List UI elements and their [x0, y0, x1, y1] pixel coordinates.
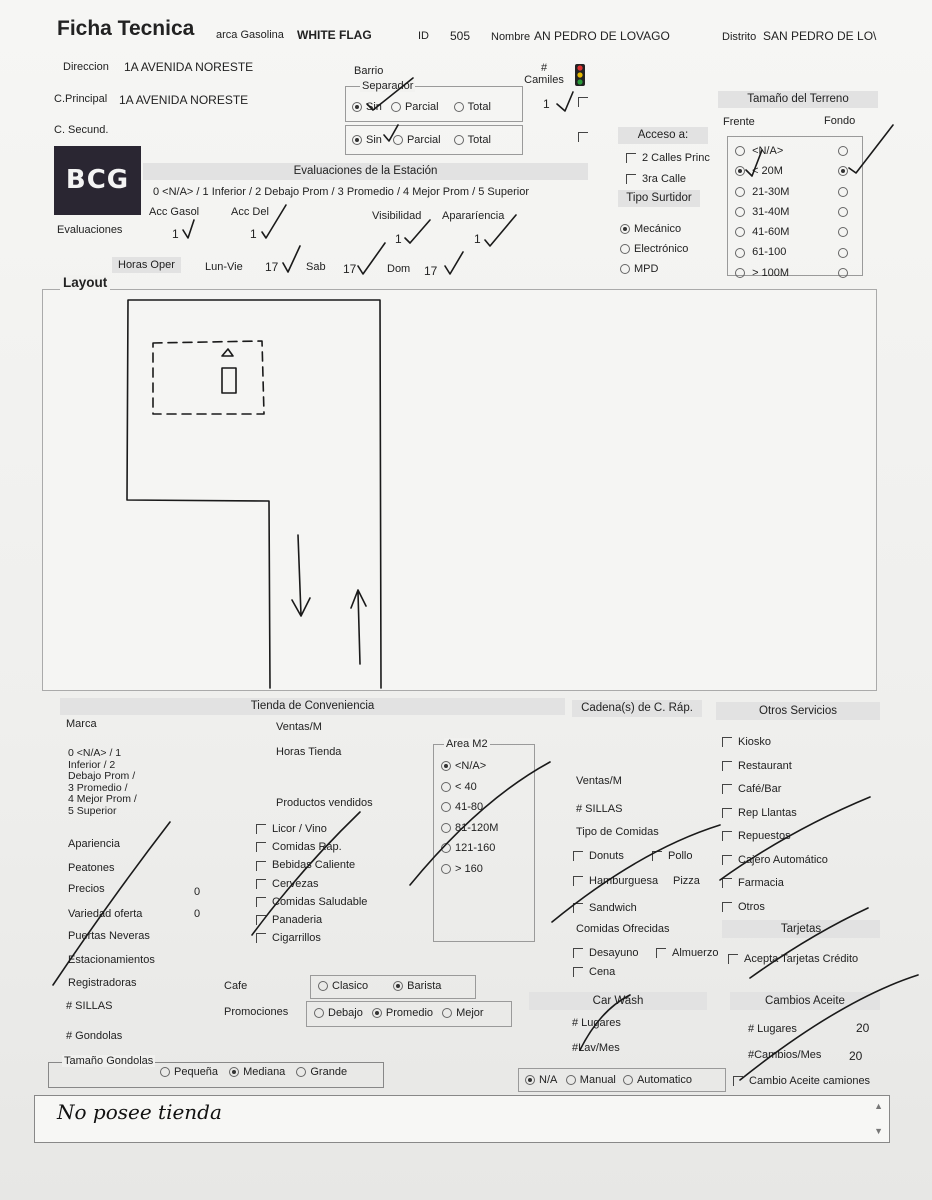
evaluaciones-scale: 0 <N/A> / 1 Inferior / 2 Debajo Prom / 3 Promedio / 4 Mejor Prom / 5 Superior: [153, 186, 529, 198]
sandwich-check[interactable]: Sandwich: [573, 902, 637, 914]
radio-parcial-2[interactable]: [393, 135, 403, 145]
donuts-check[interactable]: Donuts: [573, 850, 624, 862]
principal-value[interactable]: 1A AVENIDA NORESTE: [119, 93, 249, 107]
cafe-label: Cafe: [224, 980, 248, 992]
tienda-scale: 0 <N/A> / 1 Inferior / 2 Debajo Prom / 3 Promedio / 4 Mejor Prom / 5 Superior: [68, 747, 137, 817]
tipo-comidas-label: Tipo de Comidas: [576, 826, 659, 838]
camiones-check-1[interactable]: [578, 97, 588, 107]
separador-row2[interactable]: Sin Parcial Total: [352, 134, 491, 146]
aceite-header: Cambios Aceite: [730, 992, 880, 1010]
tipo-surtidor-header: Tipo Surtidor: [618, 190, 700, 207]
peatones-row: Peatones: [68, 862, 115, 874]
camiones-value[interactable]: 1: [543, 97, 550, 111]
cadena-ventas-label: Ventas/M: [576, 775, 622, 787]
almuerzo-check[interactable]: Almuerzo: [656, 947, 718, 959]
variedad-row: Variedad oferta: [68, 908, 143, 920]
visibilidad-value[interactable]: 1: [395, 232, 402, 246]
carwash-lav-label: #Lav/Mes: [572, 1042, 620, 1054]
check-camiones: [557, 92, 573, 111]
frente-label: Frente: [723, 116, 755, 128]
tarjetas-header: Tarjetas: [722, 920, 880, 938]
aceite-cambios-value[interactable]: 20: [849, 1049, 863, 1063]
lun-vie-label: Lun-Vie: [205, 261, 243, 273]
separador-row1[interactable]: Sin Parcial Total: [352, 101, 491, 113]
direccion-value[interactable]: 1A AVENIDA NORESTE: [124, 60, 254, 74]
id-value[interactable]: 505: [450, 29, 471, 43]
precios-value[interactable]: 0: [194, 886, 201, 898]
sillas-row: # SILLAS: [66, 1000, 113, 1012]
apariencia-value[interactable]: 1: [474, 232, 481, 246]
scroll-up-icon[interactable]: ▲: [874, 1101, 883, 1111]
direccion-label: Direccion: [63, 61, 109, 73]
cadena-sillas-label: # SILLAS: [576, 803, 623, 815]
traffic-light-icon: [573, 64, 587, 86]
id-label: ID: [418, 30, 429, 42]
gondolas-row: # Gondolas: [66, 1030, 123, 1042]
principal-label: C.Principal: [54, 93, 108, 105]
check-visibilidad: [405, 220, 430, 243]
acc-del-label: Acc Del: [231, 206, 269, 218]
radio-sin-1[interactable]: [352, 102, 362, 112]
precios-row: Precios: [68, 883, 105, 895]
area-options[interactable]: <N/A> < 40 41-80 81-120M 121-160 > 160: [441, 756, 498, 879]
pollo-check[interactable]: Pollo: [652, 850, 692, 862]
aceite-camiones-check[interactable]: Cambio Aceite camiones: [733, 1075, 870, 1087]
gondolas-size-label: Tamaño Gondolas: [64, 1055, 154, 1067]
sab-label: Sab: [306, 261, 326, 273]
check-acc-gasol: [183, 220, 194, 238]
evaluaciones-header: Evaluaciones de la Estación: [143, 163, 588, 180]
terreno-header: Tamaño del Terreno: [718, 91, 878, 108]
pizza-check[interactable]: Pizza: [673, 875, 700, 887]
check-lunvie: [283, 246, 300, 272]
fondo-label: Fondo: [824, 115, 856, 127]
apariencia-label: Apararíencia: [442, 210, 505, 222]
layout-canvas[interactable]: [42, 289, 877, 691]
layout-label: Layout: [60, 275, 110, 290]
surtidor-mecanico[interactable]: Mecánico: [620, 223, 681, 235]
acepta-tarjetas-check[interactable]: Acepta Tarjetas Crédito: [728, 953, 858, 965]
cena-check[interactable]: Cena: [573, 966, 615, 978]
form-title: Ficha Tecnica: [57, 17, 195, 40]
aceite-cambios-label: #Cambios/Mes: [748, 1049, 822, 1061]
surtidor-mpd[interactable]: MPD: [620, 263, 658, 275]
promociones-label: Promociones: [224, 1006, 289, 1018]
camiones-label: # Camiles: [524, 62, 564, 86]
acceso-2-calles[interactable]: 2 Calles Princ: [626, 152, 710, 164]
otros-header: Otros Servicios: [716, 702, 880, 720]
horas-oper-label: Horas Oper: [112, 257, 181, 273]
surtidor-electronico[interactable]: Electrónico: [620, 243, 688, 255]
radio-total-2[interactable]: [454, 135, 464, 145]
estacionamientos-row: Estacionamientos: [68, 954, 155, 966]
evaluaciones-label: Evaluaciones: [57, 224, 123, 236]
barrio-label: Barrio: [354, 65, 384, 77]
separador-label: Separador: [362, 80, 414, 92]
bcg-logo: BCG: [54, 146, 141, 215]
nombre-label: Nombre: [491, 31, 531, 43]
secund-label: C. Secund.: [54, 124, 109, 136]
productos-label: Productos vendidos: [276, 797, 373, 809]
aceite-lugares-value[interactable]: 20: [856, 1021, 870, 1035]
hamburguesa-check[interactable]: Hamburguesa: [573, 875, 658, 887]
gondola-options[interactable]: Pequeña Mediana Grande: [160, 1066, 347, 1078]
variedad-value[interactable]: 0: [194, 908, 201, 920]
comidas-ofrecidas-label: Comidas Ofrecidas: [576, 923, 670, 935]
tienda-horas-label: Horas Tienda: [276, 746, 342, 758]
aceite-lugares-label: # Lugares: [748, 1023, 797, 1035]
tienda-ventas-label: Ventas/M: [276, 721, 322, 733]
carwash-options[interactable]: N/A Manual Automatico: [525, 1074, 692, 1086]
radio-sin-2[interactable]: [352, 135, 362, 145]
notes-textarea[interactable]: [34, 1095, 890, 1143]
marca-value[interactable]: WHITE FLAG: [297, 28, 372, 42]
dom-label: Dom: [387, 263, 411, 275]
distrito-value[interactable]: SAN PEDRO DE LO\: [763, 29, 877, 43]
terreno-frente-options[interactable]: <N/A> < 20M 21-30M 31-40M 41-60M 61-100 > 100M: [735, 141, 789, 283]
promo-options[interactable]: Debajo Promedio Mejor: [314, 1007, 484, 1019]
dom-value[interactable]: 17: [424, 264, 438, 278]
acc-del-value[interactable]: 1: [250, 227, 257, 241]
acceso-header: Acceso a:: [618, 127, 708, 144]
registradoras-row: Registradoras: [68, 977, 137, 989]
cadena-header: Cadena(s) de C. Ráp.: [572, 700, 702, 717]
nombre-value[interactable]: AN PEDRO DE LOVAGO: [534, 29, 670, 43]
marca-label: arca Gasolina: [216, 29, 284, 41]
acceso-3ra-calle[interactable]: 3ra Calle: [626, 173, 686, 185]
tienda-header: Tienda de Conveniencia: [60, 698, 565, 715]
area-label: Area M2: [446, 738, 488, 750]
terreno-fondo-options[interactable]: [838, 141, 852, 283]
lun-vie-value[interactable]: 17: [265, 260, 279, 274]
scroll-down-icon[interactable]: ▼: [874, 1126, 883, 1136]
carwash-header: Car Wash: [529, 992, 707, 1010]
productos-list[interactable]: Licor / Vino Comidas Ráp. Bebidas Caliente Cervezas Comidas Saludable Panaderia Cigarrillos: [256, 820, 367, 947]
tienda-marca-label: Marca: [66, 718, 97, 730]
notes-text: No posee tienda: [57, 1100, 222, 1124]
distrito-label: Distrito: [722, 31, 757, 43]
puertas-row: Puertas Neveras: [68, 930, 150, 942]
desayuno-check[interactable]: Desayuno: [573, 947, 639, 959]
acc-gasol-label: Acc Gasol: [149, 206, 200, 218]
radio-parcial-1[interactable]: [391, 102, 401, 112]
acc-gasol-value[interactable]: 1: [172, 227, 179, 241]
otros-list[interactable]: Kiosko Restaurant Café/Bar Rep Llantas Repuestos Cajero Automático Farmacia Otros: [722, 731, 828, 919]
visibilidad-label: Visibilidad: [372, 210, 422, 222]
cafe-options[interactable]: Clasico Barista: [318, 980, 441, 992]
apariencia-row: Apariencia: [68, 838, 120, 850]
sab-value[interactable]: 17: [343, 262, 357, 276]
radio-total-1[interactable]: [454, 102, 464, 112]
check-sab: [358, 243, 385, 274]
check-dom: [445, 252, 463, 274]
carwash-lugares-label: # Lugares: [572, 1017, 621, 1029]
camiones-check-2[interactable]: [578, 132, 588, 142]
